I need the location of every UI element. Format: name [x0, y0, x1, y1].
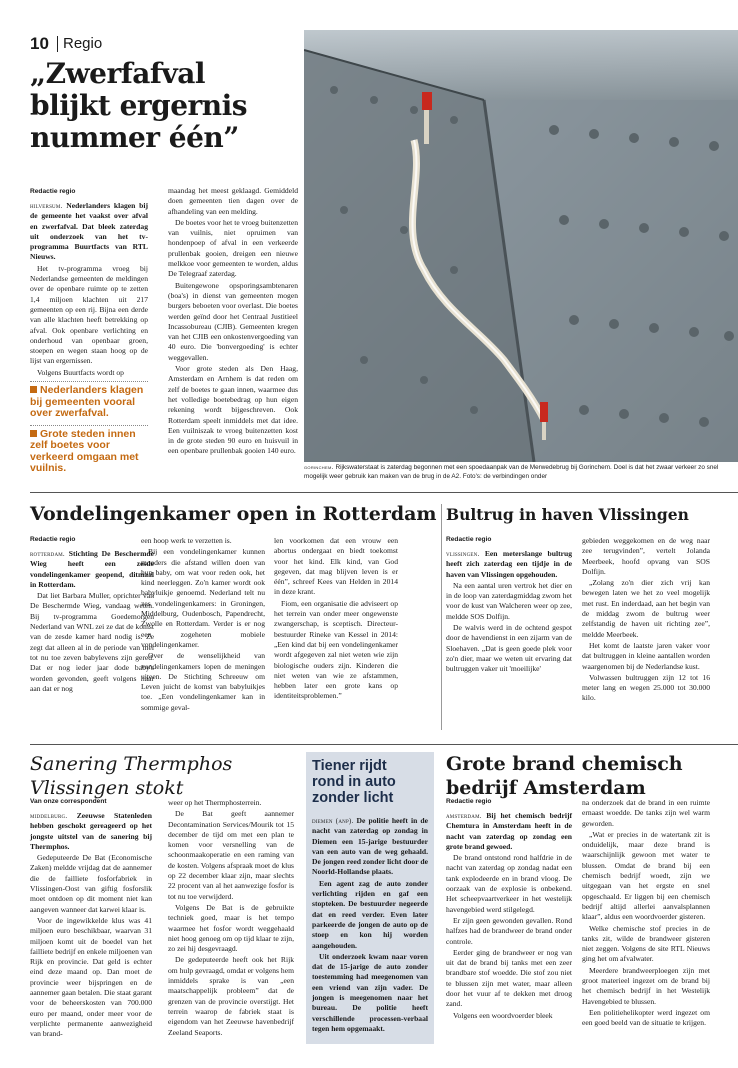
article2-column-3	[274, 536, 398, 703]
headline-line: blijkt ergernis	[30, 89, 248, 122]
paragraph: De Bat geeft aannemer Decontamination Services/Mourik tot 15 december de tijd om met een plan te komen voor versnelling van de schoonmaakoperatie en een raming van de kosten. Volgens afspraak moet de klus op 22 december klaar zijn, maar slechts 22 procent van al het aanwezige fosfor is tot nu toe verwijderd.	[168, 809, 294, 901]
dateline: vlissingen.	[446, 550, 480, 558]
paragraph: Het komt de laatste jaren vaker voor dat bultruggen in kleine aantallen worden waargenomen bij de Nederlandse kust.	[582, 640, 710, 671]
dateline: hilversum.	[30, 202, 63, 210]
article4-column-2	[168, 798, 294, 1039]
paragraph: De gedeputeerde heeft ook het Rijk om hulp gevraagd, omdat er volgens hem inmiddels sprake is van „een maatschappelijk probleem” dat de grenzen van de provincie overstijgt. Het terrein waarop de fabriek staat is eigendom van het Zeeuwse havenbedrijf Zeeland Seaports.	[168, 955, 294, 1037]
paragraph: De walvis werd in de ochtend gespot door de havendienst in een zijarm van de Sloehaven. „Dat is geen goede plek voor zo'n dier, maar we weten uit ervaring dat bultruggen vaker uit 'moeilijke'	[446, 623, 572, 674]
dateline: middelburg.	[30, 812, 68, 820]
paragraph: Welke chemische stof precies in de tanks zit, wilde de brandweer gisteren niet zeggen. Volgens de site RTL Nieuws ging het om afvalwater.	[582, 923, 710, 964]
article3-column-1	[446, 536, 572, 676]
article-headline	[30, 752, 232, 800]
lead-text: Een meterslange bultrug heeft zich zaterdag een tijdje in de haven van Vlissingen opgehouden.	[446, 549, 572, 579]
paragraph: Een politiehelikopter werd ingezet om een goed beeld van de situatie te krijgen.	[582, 1007, 710, 1028]
dateline: rotterdam.	[30, 550, 65, 558]
article-tiener	[306, 752, 434, 1044]
paragraph: Meerdere brandweerploegen zijn met groot materieel ingezet om de brand bij het chemisch bedrijf in het Westelijk Havengebied te blussen.	[582, 965, 710, 1006]
lead-text: Zeeuwse Statenleden hebben geschokt gereageerd op het jongste uitstel van de sanering bij Thermphos.	[30, 811, 152, 851]
bridge-underside-image	[304, 30, 738, 462]
column-divider	[441, 504, 442, 730]
photo-caption	[304, 464, 738, 481]
lead-text: Bij het chemisch bedrijf Chemtura in Amsterdam heeft in de nacht van zaterdag op zondag een grote brand gewoed.	[446, 811, 572, 851]
article2-column-2	[141, 536, 265, 714]
article1-column-2	[168, 186, 298, 458]
caption-text: Rijkswaterstaat is zaterdag begonnen met een spoedaanpak van de Merwedebrug bij Gorinchem. Doel is dat het zwaar verkeer zo snel mogelijk weer gebruik kan maken van de brug in de A2. Foto's: de verbindingen onder	[304, 464, 719, 480]
square-bullet-icon	[30, 386, 37, 393]
section-divider	[30, 744, 738, 745]
paragraph: Eerder ging de brandweer er nog van uit dat de brand bij tanks met een zeer brandbare stof woedde. Die stof zou niet te blussen zijn met water, maar alleen door het vuur af te dekken met droog zand.	[446, 947, 572, 1009]
byline: Van onze correspondent	[30, 798, 107, 805]
paragraph: De boetes voor het te vroeg buitenzetten van vuilnis, niet opruimen van hondenpoep of afval in een verkeerde prullenbak gooien, dreigen een nieuwe melkkoe voor gemeenten te worden, aldus De Telegraaf zaterdag.	[168, 217, 298, 279]
paragraph: Volgens een woordvoerder bleek	[453, 1010, 553, 1020]
paragraph: Volgens De Bat is de gebruikte techniek goed, maar is het tempo waarmee het fosfor wordt weggehaald niet hoog genoeg om op tijd klaar te zijn, zo zei hij desgevraagd.	[168, 902, 294, 954]
article1-column-1	[30, 188, 148, 475]
byline: Redactie regio	[446, 536, 492, 543]
headline-line: zonder licht	[312, 790, 394, 806]
paragraph: Uit onderzoek kwam naar voren dat de 15-jarige de auto zonder toestemming had meegenomen van een vriend van zijn vader. De jongen is meegenomen naar het bureau. De politie heeft verschillende processen-verbaal tegen hem opgemaakt.	[312, 951, 428, 1033]
article-headline	[312, 758, 428, 806]
headline-line: Vlissingen stokt	[30, 777, 184, 799]
page-number: 10	[30, 34, 49, 53]
paragraph: Buitengewone opsporingsambtenaren (boa's) in dienst van gemeenten mogen burgers beboeten voor overlast. Die boetes werden geïnd door het Centraal Justitieel Incassobureau (CJIB). Gemeenten kregen van het CJIB een onkostenvergoeding van 40 euro. Die 'bonvergoeding' is echter weggevallen.	[168, 280, 298, 362]
paragraph: Dat liet Barbara Muller, oprichter van De Beschermde Wieg, vandaag weten. Bij tv-programma Goedemorgen Nederland van WNL zei ze dat de komst van de zesde kamer hard nodig is. Ze zegt dat alleen al in de periode van mei tot nu toe zeven babylevens zijn gered. Dat er nog ieder jaar dode baby's worden gevonden, geeft volgens haar aan dat er nog	[30, 591, 154, 693]
lead-text: Stichting De Beschermde Wieg heeft een zesde vondelingenkamer geopend, ditmaal in Rotterdam.	[30, 549, 154, 589]
article-vondelingenkamer	[30, 500, 437, 730]
article4-column-1	[30, 798, 152, 1041]
article-bultrug	[446, 500, 726, 730]
caption-place: gorinchem.	[304, 464, 334, 471]
paragraph: De politie heeft in de nacht van zaterdag op zondag in Diemen een 15-jarige bestuurder van een auto van de weg gehaald. De jongen reed zonder licht door de Noorld-Hollandse plaats.	[312, 816, 428, 877]
article6-column-1	[446, 798, 572, 1022]
dateline: diemen (anp).	[312, 817, 354, 825]
article-headline	[446, 752, 683, 800]
paragraph: Bij een vondelingenkamer kunnen moeders die afstand willen doen van hun baby, om wat voor reden ook, het kind neerleggen. Zo'n kamer wordt ook babyluikje genoemd. Nederland telt nu zes vondelingenkamers: in Groningen, Middelburg, Oudenbosch, Papendrecht, Zwolle en Rotterdam. Verder is er nog een zogeheten mobiele vondelingenkamer.	[141, 547, 265, 649]
article-brand-amsterdam	[446, 752, 726, 1068]
headline-line: Sanering Thermphos	[30, 753, 233, 775]
article-headline: Bultrug in haven Vlissingen	[446, 505, 689, 524]
section-divider	[30, 492, 738, 493]
article-headline: Vondelingenkamer open in Rotterdam	[30, 503, 437, 525]
pull-quote-2: Grote steden innen zelf boetes voor verkeerd omgaan met vuilnis.	[30, 427, 139, 475]
byline: Redactie regio	[30, 536, 76, 543]
headline-line: Tiener rijdt	[312, 758, 387, 774]
paragraph: Volgens Buurtfacts wordt op	[37, 367, 124, 377]
paragraph: De brand ontstond rond halfdrie in de nacht van zaterdag op zondag nadat een tank explodeerde en in brand vloog. De oorzaak van de explosie is onbekend. Het scheepvaartverkeer in het westelijk havengebied werd stilgelegd.	[446, 853, 572, 914]
paragraph: Volwassen bultruggen zijn 12 tot 16 meter lang en wegen 25.000 tot 30.000 kilo.	[582, 672, 710, 703]
paragraph: Fiom, een organisatie die adviseert op het terrein van onder meer ongewenste zwangerschap, is sceptisch. Directeur-bestuurder Rineke van Kessel in 2014: „Een kind dat bij een vondelingenkamer wordt afgegeven zal niet weten wie zijn biologische ouders zijn. Kinderen die niet weten van wie ze afstammen, hebben later een grote kans op identiteitsproblemen.”	[274, 598, 398, 701]
paragraph: len voorkomen dat een vrouw een abortus ondergaat en biedt toekomst voor het kind. Elk kind, van God gegeven, dat mag blijven leven is er één”, schreef Kees van Helden in 2014 in deze krant.	[274, 536, 398, 597]
article3-column-2	[582, 536, 710, 705]
paragraph: een hoop werk te verzetten is.	[141, 536, 232, 545]
article2-column-1	[30, 536, 154, 695]
section-name: Regio	[63, 35, 103, 52]
byline: Redactie regio	[30, 188, 76, 195]
paragraph: Na een aantal uren vertrok het dier en in de loop van zaterdagmiddag zwom het voor de kust van Walcheren weer op zee, meldde SOS Dolfijn.	[446, 580, 572, 621]
paragraph: na onderzoek dat de brand in een ruimte ernaast woedde. De tanks zijn wel warm geworden.	[582, 798, 710, 828]
quote-rule	[30, 425, 148, 426]
square-bullet-icon	[30, 430, 37, 437]
byline: Redactie regio	[446, 798, 492, 805]
bridge-photo	[304, 30, 738, 462]
article-headline	[30, 58, 302, 154]
header-divider	[57, 36, 58, 52]
headline-line: „Zwerfafval	[30, 57, 205, 90]
pull-quote-1: Nederlanders klagen bij gemeenten vooral over zwerfafval.	[30, 384, 144, 420]
paragraph: gebieden weggekomen en de weg naar zee terugvinden”, vertelt Jolanda Meerbeek, hoofd opvang van SOS Dolfijn.	[582, 536, 710, 576]
article6-column-2	[582, 798, 710, 1030]
paragraph: weer op het Thermphosterrein.	[168, 798, 262, 807]
paragraph: Het tv-programma vroeg bij Nederlandse gemeenten de meldingen over de openbare ruimte op te zetten 1,4 miljoen klachten uit 217 gemeenten op een rij. Bijna een derde van alle klachten heeft betrekking op afval. Ook openbare verlichting en onderhoud van openbaar groen, stoepen en wegen staan hoog op de lijst van ergernissen.	[30, 263, 148, 366]
article-thermphos	[30, 752, 300, 1068]
article-zwerfafval	[30, 58, 300, 484]
paragraph: Voor grote steden als Den Haag, Amsterdam en Arnhem is dat reden om zelf de boetes te gaan innen, waarmee dus het volledige boetebedrag op hun eigen rekening wordt bijgeschreven. Ook Rotterdam speelt inmiddels met dat idee. Een vuilniszak te vroeg buitenzetten kost in de grote steden 90 euro en huisvuil in een openbare prullenbak gooien 140 euro.	[168, 364, 298, 456]
headline-line: rond in auto	[312, 774, 396, 790]
paragraph: maandag het meest geklaagd. Gemiddeld doen gemeenten tien dagen over de afhandeling van een melding.	[168, 186, 298, 216]
lead-text: Nederlanders klagen bij de gemeente het vaakst over afval en zwerfafval. Dat bleek zaterdag uit onderzoek van het tv-programma Buurtfacts van RTL Nieuws.	[30, 201, 148, 262]
paragraph: Voor de ingewikkelde klus was 41 miljoen euro beschikbaar, waarvan 31 miljoen komt uit de boedel van het failliete bedrijf en enkele miljoenen van Rijk en provincie. Dat geld is echter eind deze maand op. Dan moet de provincie weer bijspringen en de aannemer gaan betalen. Die staat garant voor de beheerskosten van 700.000 euro per maand, onder meer voor de verplichte permanente aanwezigheid van brand-	[30, 915, 152, 1039]
headline-line: Grote brand chemisch	[446, 753, 683, 775]
paragraph: Een agent zag de auto zonder verlichting rijden en gaf een stopteken. De bestuurder negeerde dat en reed verder. Even later parkeerde de jongen de auto op de stoep en kon hij worden aangehouden.	[312, 878, 428, 950]
paragraph: Over de wenselijkheid van vondelingenkamers lopen de meningen uiteen. De Stichting Schreeuw om Leven juicht de komst van babyluikjes toe. „Een vondelingenkamer kan in sommige geval-	[141, 651, 265, 712]
dateline: amsterdam.	[446, 812, 482, 820]
paragraph: Gedeputeerde De Bat (Economische Zaken) meldde vrijdag dat de aannemer die de failliete fosforfabriek in Vlissingen-Oost van giftig fosforslik moet ontdoen op dit moment niet kan aangeven wanneer dat karwei klaar is.	[30, 853, 152, 914]
quote-rule	[30, 381, 148, 382]
headline-line: nummer één”	[30, 121, 239, 154]
paragraph: Er zijn geen gewonden gevallen. Rond halfzes had de brandweer de brand onder controle.	[446, 915, 572, 946]
headline-line: bedrijf Amsterdam	[446, 777, 646, 799]
paragraph: „Zolang zo'n dier zich vrij kan bewegen laten we het zo veel mogelijk met rust. En inderdaad, aan het begin van de middag zwom de bultrug weer zelfstandig de haven uit richting zee”, meldde Meerbeek.	[582, 578, 710, 639]
paragraph: „Wat er precies in de watertank zit is onduidelijk, maar deze brand is waarschijnlijk gewoon met water te blussen. Omdat de brand bij een chemisch bedrijf woedt, zijn we uitgegaan van het ergste en snel opgeschaald. Er liggen bij een chemisch bedrijf altijd allerlei aanvalsplannen klaar”, aldus een woordvoerder gisteren.	[582, 829, 710, 922]
